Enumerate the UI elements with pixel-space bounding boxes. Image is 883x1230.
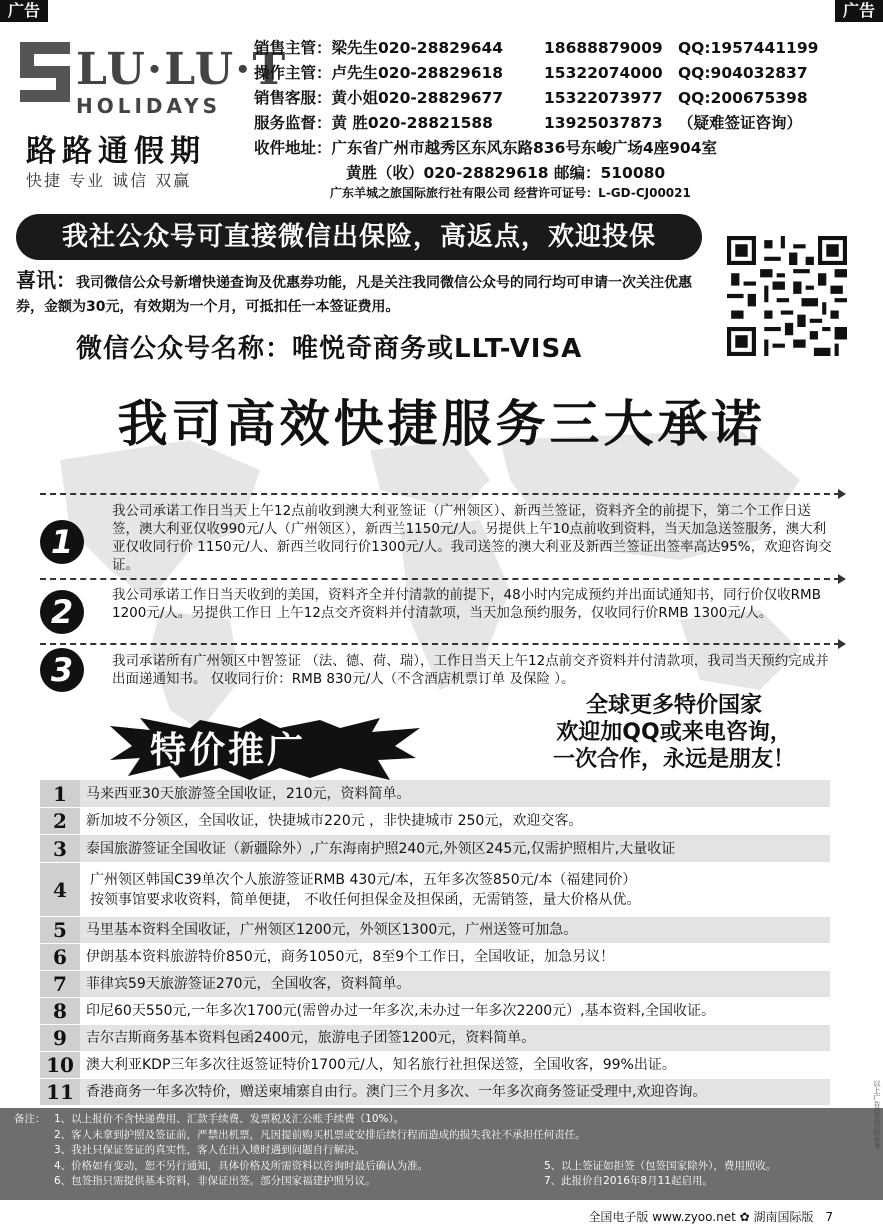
footer-site-link[interactable]: www.zyoo.net [652,1210,736,1224]
contact-row: 销售客服：黄小姐020-28829677 15322073977 QQ:200675398 [254,89,808,107]
promise-item [40,502,840,586]
divider [40,643,840,645]
address-line: 收件地址：广东省广州市越秀区东风东路836号东峻广场4座904室 [254,139,717,157]
more-countries: 全球更多特价国家 欢迎加QQ或来电咨询， 一次合作，永远是朋友！ [552,693,795,772]
row-number: 4 [40,863,80,916]
row-text: 印尼60天550元,一年多次1700元(需曾办过一年多次,未办过一年多次2200元）,基本资料,全国收证。 [86,1003,716,1019]
remark-row: 6、包签指只需提供基本资料，非保证出签。部分国家福建护照另议。 7、此报价自2016年8月11起启用。 [54,1175,713,1187]
remark-row: 备注： 1、以上报价不含快递费用、汇款手续费、发票税及汇公账手续费（10%）。 [14,1112,869,1128]
divider [40,578,840,580]
table-row [40,971,830,998]
side-note: 以上广告信息仅供参考 [873,1080,881,1150]
row-number: 8 [40,998,80,1024]
wechat-account-name: 微信公众号名称：唯悦奇商务或LLT-VISA [76,334,583,364]
recipient-line: 黄胜（收）020-28829618 邮编：510080 [346,164,666,182]
row-text: 澳大利亚KDP三年多次往返签证特价1700元/人，知名旅行社担保送签，全国收客，99%出证。 [86,1057,676,1073]
row-number: 9 [40,1025,80,1051]
row-number: 11 [40,1079,80,1105]
table-row [40,917,830,944]
ad-label-left: 广告 [0,0,48,22]
row-text: 马来西亚30天旅游签全国收证，210元，资料简单。 [80,780,830,807]
special-offer-label: 特价推广 [150,730,307,771]
remarks-label: 备注： [14,1113,46,1125]
remark-row: 2、客人未拿到护照及签证前，严禁出机票，凡因提前购买机票或安排后续行程而造成的损失我社不承担任何责任。 [54,1128,586,1141]
row-number: 6 [40,944,80,970]
price-list [40,780,830,1106]
promise-item [40,586,840,642]
insurance-banner: 我社公众号可直接微信出保险，高返点，欢迎投保 [16,214,702,260]
notice-lead: 喜讯： [16,268,76,292]
promise-text: 我公司承诺工作日当天上午12点前收到澳大利亚签证（广州领区）、新西兰签证，资料齐全的前提下，第二个工作日送签，澳大利亚仅收990元/人（广州领区），新西兰1150元/人。另提供上午10点前收到资料，当天加急送签服务，澳大利亚仅收同行价 1150元/人、新西兰收同行价1300元/人。我司送签的澳大利亚及新西兰签证出签率高达95%，欢迎咨询交证。 [112,503,832,573]
logo-chinese-name: 路路通假期 [26,134,206,169]
contact-list [254,36,864,186]
table-row [40,780,830,808]
promise-number: 1 [40,520,84,564]
license-line: 广东羊城之旅国际旅行社有限公司 经营许可证号：L-GD-CJ00021 [330,186,691,200]
table-row [40,835,830,863]
qr-code-icon[interactable] [726,236,848,356]
ad-label-right: 广告 [835,0,883,22]
remarks-box [0,1108,883,1200]
row-text: 马里基本资料全国收证，广州领区1200元，外领区1300元，广州送签可加急。 [80,917,830,943]
divider [40,493,840,495]
footer-logo-icon: ✿ [739,1210,750,1224]
table-row [40,1025,830,1052]
contact-row: 操作主管：卢先生020-28829618 15322074000 QQ:904032837 [254,64,808,82]
header [20,30,863,205]
row-number: 2 [40,808,80,834]
promise-text: 我司承诺所有广州领区中智签证 （法、德、荷、瑞），工作日当天上午12点前交齐资料并付清款项，我司当天预约完成并出面递通知书。 仅收同行价：RMB 830元/人（不含酒店机票订单 及保险 ）。 [112,653,829,687]
table-row [40,944,830,971]
promise-number: 3 [40,648,84,692]
row-text: 泰国旅游签证全国收证（新疆除外）,广东海南护照240元,外领区245元,仅需护照相片,大量收证 [80,835,830,862]
promise-number: 2 [40,590,84,634]
logo-brand: LU·LU·T [76,44,288,95]
row-number: 5 [40,917,80,943]
row-number: 1 [40,780,80,807]
table-row [40,1052,830,1079]
row-number: 7 [40,971,80,997]
table-row [40,863,830,917]
page-footer [588,1208,833,1225]
contact-row: 销售主管：梁先生020-28829644 18688879009 QQ:1957441199 [254,39,819,57]
table-row [40,1079,830,1106]
notice-text: 我司微信公众号新增快递查询及优惠券功能，凡是关注我同微信公众号的同行均可申请一次关注优惠券，金额为30元，有效期为一个月，可抵扣任一本签证费用。 [16,275,692,315]
logo-s-icon [20,42,70,102]
table-row [40,998,830,1025]
page-number: 7 [825,1210,833,1224]
row-text: 伊朗基本资料旅游特价850元，商务1050元，8至9个工作日，全国收证，加急另议！ [86,949,615,965]
row-text: 香港商务一年多次特价，赠送柬埔寨自由行。澳门三个月多次、一年多次商务签证受理中,欢迎咨询。 [80,1079,830,1105]
row-number: 10 [40,1052,80,1078]
footer-region: 湖南国际版 [753,1210,814,1224]
promise-text: 我公司承诺工作日当天收到的美国，资料齐全并付清款的前提下，48小时内完成预约并出面试通知书，同行价仅收RMB 1200元/人。另提供工作日 上午12点交齐资料并付清款项，当天加急预约服务，仅收同行价RMB 1300元/人。 [112,587,821,621]
row-text: 菲律宾59天旅游签证270元，全国收客，资料简单。 [80,971,830,997]
contact-row: 服务监督：黄 胜020-28821588 13925037873 （疑难签证咨询） [254,114,803,132]
logo-slogan: 快捷 专业 诚信 双赢 [26,171,192,190]
promise-title: 我司高效快捷服务三大承诺 [117,395,766,453]
promise-item [40,652,840,692]
remark-row: 4、价格如有变动，恕不另行通知，具体价格及所需资料以咨询时最后确认为准。 5、以上签证如拒签（包签国家除外），费用照收。 [54,1159,777,1172]
remark-row: 3、我社只保证签证的真实性，客人在出入境时遇到问题自行解决。 [54,1144,366,1156]
row-number: 3 [40,835,80,862]
good-news-notice [16,268,716,319]
row-text: 新加坡不分领区，全国收证，快捷城市220元 ，非快捷城市 250元，欢迎交客。 [86,813,583,829]
logo-holidays: HOLIDAYS [76,94,221,118]
row-text: 吉尔吉斯商务基本资料包函2400元，旅游电子团签1200元，资料简单。 [80,1025,830,1051]
footer-edition: 全国电子版 [588,1210,649,1224]
row-text: 广州领区韩国C39单次个人旅游签证RMB 430元/本，五年多次签850元/本（福建同价） 按领事馆要求收资料，简单便捷， 不收任何担保金及担保函，无需销签，量大价格从优。 [90,871,641,908]
table-row [40,808,830,835]
